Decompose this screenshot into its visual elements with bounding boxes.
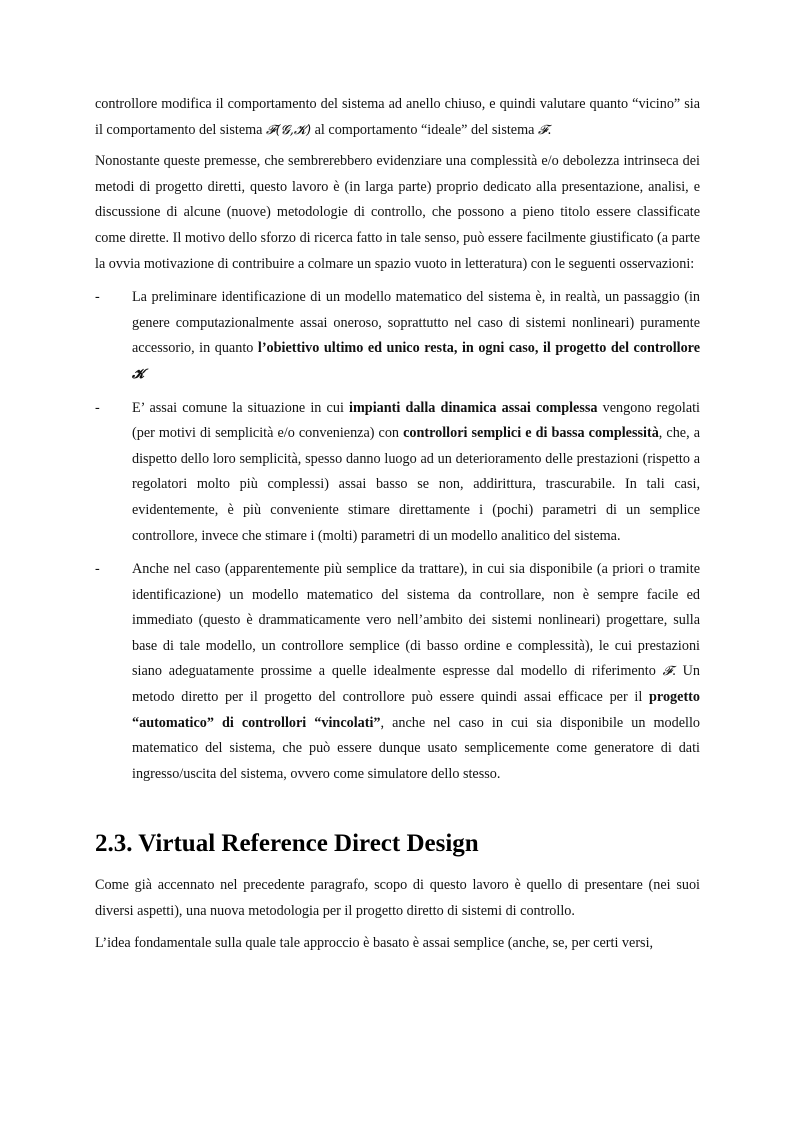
- math-symbol-reference: 𝓕: [662, 664, 673, 680]
- math-symbol-controller: 𝓚: [132, 366, 145, 382]
- list-dash: -: [95, 289, 100, 306]
- paragraph-purpose: Come già accennato nel precedente paragrafo, scopo di questo lavoro è quello di presentare (nei suoi diversi aspetti), una nuova metodologia per il progetto diretto di sistemi di controllo.: [95, 877, 700, 920]
- list-item: [95, 285, 700, 387]
- paragraph-idea: L’idea fondamentale sulla quale tale approccio è basato è assai semplice (anche, se, per certi versi,: [95, 934, 654, 951]
- list-dash: -: [95, 399, 100, 416]
- list-dash: -: [95, 561, 100, 578]
- math-symbol-ideal: 𝓕: [538, 122, 548, 138]
- paragraph-premises: Nonostante queste premesse, che sembrerebbero evidenziare una complessità e/o debolezza intrinseca dei metodi di progetto diretti, questo lavoro è (in larga parte) proprio dedicato alla presentazione, analisi, e discussione di alcune (nuove) metodologie di controllo, che possono a pieno titolo essere classificate come dirette. Il motivo dello sforzo di ricerca fatto in tale senso, può essere facilmente giustificato (a parte la ovvia motivazione di contribuire a colmare un spazio vuoto in letteratura) con le seguenti osservazioni:: [95, 153, 700, 272]
- list-item: [95, 396, 700, 550]
- page-body: [95, 92, 700, 956]
- section-heading: 2.3. Virtual Reference Direct Design: [95, 830, 479, 858]
- list-item: [95, 557, 700, 787]
- list-item-text: Anche nel caso (apparentemente più semplice da trattare), in cui sia disponibile (a priori o tramite identificazione) un modello matematico del sistema da controllare, non è sempre facile ed immediato (questo è drammaticamente vero nell’ambito dei sistemi nonlineari) progettare, sulla base di tale modello, un controllore semplice (di basso ordine e complessità), le cui prestazioni siano adeguatamente prossime a quelle idealmente espresse dal modello di riferimento 𝓕. Un metodo diretto per il progetto del controllore può essere quindi assai efficace per il progetto “automatico” di controllori “vincolati”, anche nel caso in cui sia disponibile un modello matematico del sistema, che può essere dunque usato semplicemente come generatore di dati ingresso/uscita del sistema, ovvero come simulatore dello stesso.: [132, 561, 700, 782]
- paragraph-intro: controllore modifica il comportamento del sistema ad anello chiuso, e quindi valutare quanto “vicino” sia il comportamento del sistema 𝓕(𝓖,𝓚) al comportamento “ideale” del sistema 𝓕.: [95, 96, 700, 138]
- math-symbol-closed-loop: 𝓕(𝓖,𝓚): [266, 122, 312, 138]
- list-item-text: E’ assai comune la situazione in cui impianti dalla dinamica assai complessa vengono regolati (per motivi di semplicità e/o convenienza) con controllori semplici e di bassa complessità, che, a dispetto dello loro semplicità, spesso danno luogo ad un deterioramento delle prestazioni (rispetto a regolatori molto più complessi) assai basso se non, addirittura, trascurabile. In tali casi, evidentemente, è più conveniente stimare direttamente i (pochi) parametri di un semplice controllore, invece che stimare i (molti) parametri di un modello analitico del sistema.: [132, 399, 701, 544]
- list-item-text: La preliminare identificazione di un modello matematico del sistema è, in realtà, un passaggio (in genere computazionalmente assai oneroso, soprattutto nel caso di sistemi nonlineari) puramente accessorio, in quanto l’obiettivo ultimo ed unico resta, in ogni caso, il progetto del controllore 𝓚: [132, 289, 701, 382]
